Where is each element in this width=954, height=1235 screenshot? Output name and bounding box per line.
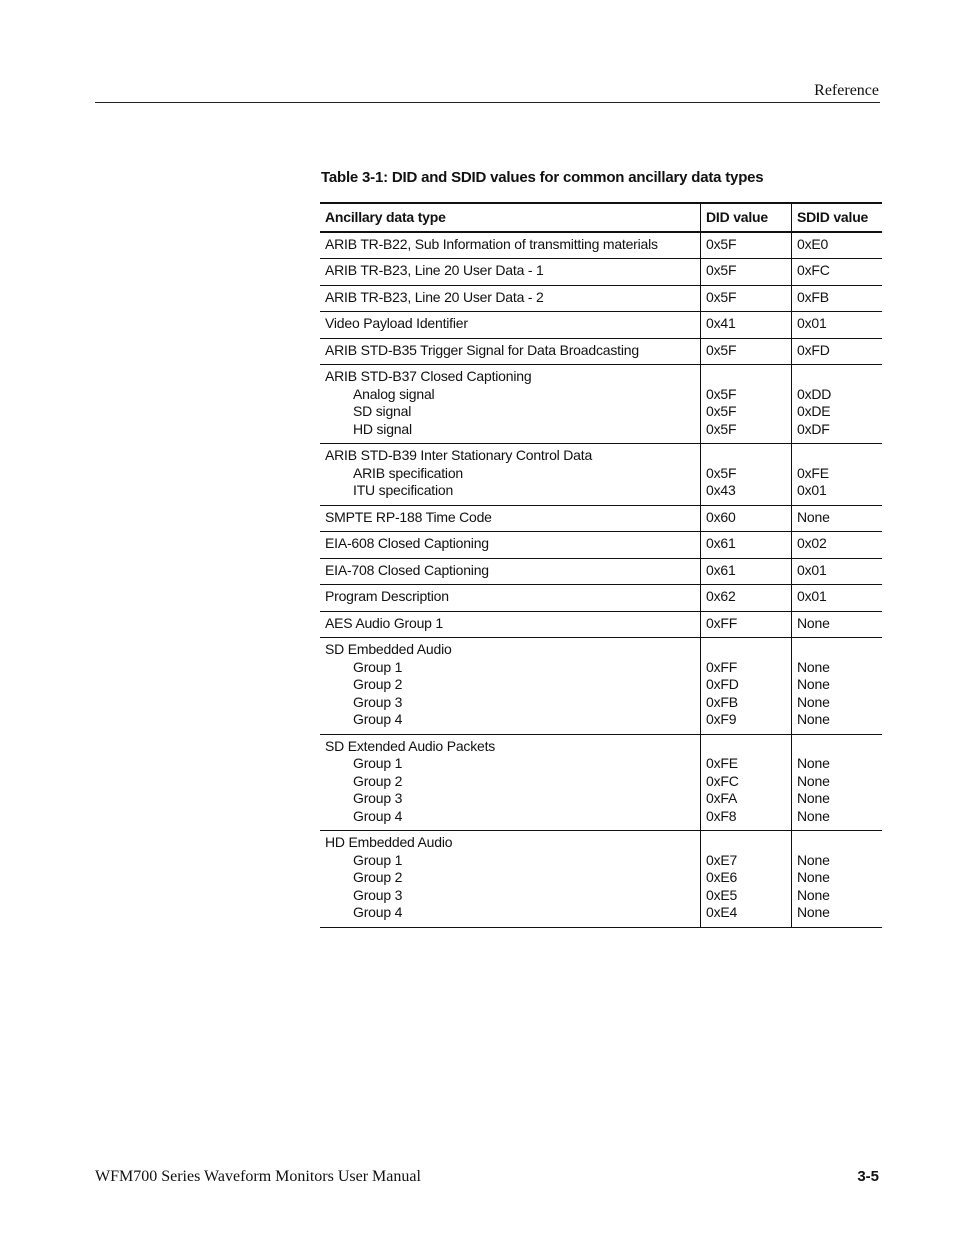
- cell-did-value: [701, 285, 792, 312]
- table-row: [320, 831, 882, 928]
- sdid-value: None: [797, 676, 830, 692]
- data-subtype-label: Group 3: [353, 693, 403, 710]
- did-value: 0xE6: [706, 869, 738, 885]
- did-value: 0x5F: [706, 341, 737, 358]
- cell-sdid-value: [792, 444, 883, 506]
- data-type-label: EIA-608 Closed Captioning: [325, 535, 489, 551]
- cell-did-value: [701, 734, 792, 831]
- did-sdid-table: [320, 202, 882, 928]
- cell-sdid-value: [792, 611, 883, 638]
- cell-data-type: [320, 585, 701, 612]
- cell-data-type: [320, 558, 701, 585]
- data-subtype-label: Analog signal: [353, 385, 435, 402]
- sdid-value: 0x02: [797, 535, 827, 551]
- did-value: 0x5F: [706, 464, 737, 481]
- data-subtype-label: Group 1: [353, 755, 403, 771]
- sdid-value: 0xDD: [797, 385, 832, 402]
- did-value: 0xFF: [706, 614, 738, 631]
- table-row: [320, 312, 882, 339]
- sdid-value: 0xE0: [797, 235, 829, 252]
- did-value: 0x5F: [706, 420, 737, 437]
- sdid-value: 0xDE: [797, 403, 831, 419]
- data-type-label: ARIB STD-B37 Closed Captioning: [325, 368, 532, 384]
- cell-did-value: [701, 338, 792, 365]
- table-row: [320, 558, 882, 585]
- cell-data-type: [320, 338, 701, 365]
- did-value: 0x61: [706, 561, 736, 578]
- data-subtype-label: Group 3: [353, 790, 403, 806]
- data-subtype-label: ARIB specification: [353, 464, 464, 481]
- did-value: 0x41: [706, 315, 736, 331]
- footer-manual-title: WFM700 Series Waveform Monitors User Manual: [95, 1168, 421, 1185]
- did-value: 0xF9: [706, 711, 737, 727]
- table-row: [320, 505, 882, 532]
- did-value: 0xFD: [706, 676, 739, 692]
- cell-did-value: [701, 611, 792, 638]
- data-type-label: ARIB TR-B23, Line 20 User Data - 2: [325, 288, 544, 305]
- cell-sdid-value: [792, 312, 883, 339]
- data-type-label: ARIB STD-B35 Trigger Signal for Data Broadcasting: [325, 341, 639, 358]
- data-type-label: SD Embedded Audio: [325, 641, 452, 657]
- table-row: [320, 232, 882, 259]
- sdid-value: None: [797, 508, 830, 525]
- table-row: [320, 365, 882, 444]
- did-value: 0x60: [706, 508, 736, 525]
- data-subtype-label: Group 3: [353, 886, 403, 903]
- table-row: [320, 638, 882, 735]
- did-value: 0xFC: [706, 772, 739, 789]
- did-value: 0xE7: [706, 851, 738, 868]
- data-type-label: SD Extended Audio Packets: [325, 737, 496, 754]
- table-row: [320, 734, 882, 831]
- sdid-value: None: [797, 772, 830, 789]
- cell-sdid-value: [792, 505, 883, 532]
- cell-did-value: [701, 532, 792, 559]
- table-header-row: [320, 203, 882, 232]
- cell-did-value: [701, 505, 792, 532]
- cell-did-value: [701, 259, 792, 286]
- did-value: 0xF8: [706, 807, 737, 824]
- data-subtype-label: SD signal: [353, 403, 412, 419]
- column-header-sdid: SDID value: [792, 203, 883, 232]
- column-header-did: DID value: [701, 203, 792, 232]
- sdid-value: None: [797, 755, 830, 771]
- cell-sdid-value: [792, 338, 883, 365]
- cell-data-type: [320, 532, 701, 559]
- did-value: 0x5F: [706, 403, 737, 419]
- data-type-label: Video Payload Identifier: [325, 315, 468, 331]
- data-subtype-label: Group 1: [353, 851, 403, 868]
- did-value: 0xFB: [706, 693, 738, 710]
- data-subtype-label: Group 2: [353, 676, 403, 692]
- sdid-value: None: [797, 886, 830, 903]
- cell-did-value: [701, 232, 792, 259]
- did-value: 0x5F: [706, 262, 737, 278]
- cell-data-type: [320, 365, 701, 444]
- table-row: [320, 532, 882, 559]
- table-row: [320, 338, 882, 365]
- cell-did-value: [701, 444, 792, 506]
- did-value: 0xFF: [706, 658, 738, 675]
- cell-data-type: [320, 285, 701, 312]
- did-value: 0xFE: [706, 755, 738, 771]
- running-header: Reference: [814, 82, 879, 99]
- cell-sdid-value: [792, 232, 883, 259]
- sdid-value: None: [797, 807, 830, 824]
- data-subtype-label: Group 1: [353, 658, 403, 675]
- header-rule: [95, 102, 880, 103]
- table-row: [320, 585, 882, 612]
- did-value: 0x5F: [706, 235, 737, 252]
- sdid-value: None: [797, 790, 830, 806]
- sdid-value: 0x01: [797, 561, 827, 578]
- cell-data-type: [320, 259, 701, 286]
- cell-sdid-value: [792, 532, 883, 559]
- data-type-label: ARIB STD-B39 Inter Stationary Control Data: [325, 447, 593, 463]
- table-row: [320, 611, 882, 638]
- cell-data-type: [320, 638, 701, 735]
- cell-data-type: [320, 232, 701, 259]
- cell-sdid-value: [792, 259, 883, 286]
- table-row: [320, 285, 882, 312]
- data-subtype-label: Group 4: [353, 904, 403, 920]
- sdid-value: 0xFD: [797, 341, 830, 358]
- data-type-label: ARIB TR-B23, Line 20 User Data - 1: [325, 262, 544, 278]
- table-body: [320, 232, 882, 928]
- cell-data-type: [320, 312, 701, 339]
- data-type-label: AES Audio Group 1: [325, 614, 444, 631]
- cell-sdid-value: [792, 285, 883, 312]
- cell-did-value: [701, 312, 792, 339]
- data-subtype-label: Group 2: [353, 772, 403, 789]
- sdid-value: 0x01: [797, 315, 827, 331]
- cell-did-value: [701, 831, 792, 928]
- sdid-value: None: [797, 658, 830, 675]
- sdid-value: None: [797, 614, 830, 631]
- sdid-value: 0xFC: [797, 262, 830, 278]
- data-subtype-label: Group 4: [353, 711, 403, 727]
- data-type-label: ARIB TR-B22, Sub Information of transmitting materials: [325, 235, 658, 252]
- column-header-type: Ancillary data type: [325, 209, 446, 225]
- page-number: 3-5: [857, 1168, 879, 1185]
- cell-data-type: [320, 444, 701, 506]
- table-caption: Table 3-1: DID and SDID values for common ancillary data types: [321, 169, 764, 186]
- cell-did-value: [701, 365, 792, 444]
- cell-data-type: [320, 734, 701, 831]
- sdid-value: None: [797, 693, 830, 710]
- data-subtype-label: ITU specification: [353, 482, 454, 498]
- data-type-label: Program Description: [325, 588, 449, 604]
- table-row: [320, 259, 882, 286]
- sdid-value: None: [797, 904, 830, 920]
- did-value: 0x43: [706, 482, 736, 498]
- did-value: 0xE4: [706, 904, 738, 920]
- data-subtype-label: HD signal: [353, 420, 412, 437]
- cell-data-type: [320, 505, 701, 532]
- sdid-value: 0x01: [797, 482, 827, 498]
- sdid-value: None: [797, 869, 830, 885]
- did-value: 0x61: [706, 535, 736, 551]
- cell-data-type: [320, 611, 701, 638]
- sdid-value: None: [797, 711, 830, 727]
- cell-did-value: [701, 638, 792, 735]
- data-subtype-label: Group 2: [353, 869, 403, 885]
- cell-sdid-value: [792, 365, 883, 444]
- cell-data-type: [320, 831, 701, 928]
- cell-did-value: [701, 585, 792, 612]
- sdid-value: 0xFB: [797, 288, 829, 305]
- sdid-value: 0x01: [797, 588, 827, 604]
- cell-did-value: [701, 558, 792, 585]
- did-value: 0x5F: [706, 288, 737, 305]
- did-value: 0xE5: [706, 886, 738, 903]
- data-type-label: EIA-708 Closed Captioning: [325, 561, 489, 578]
- data-subtype-label: Group 4: [353, 807, 403, 824]
- sdid-value: 0xFE: [797, 464, 829, 481]
- table-row: [320, 444, 882, 506]
- did-value: 0x62: [706, 588, 736, 604]
- did-value: 0x5F: [706, 385, 737, 402]
- data-type-label: HD Embedded Audio: [325, 834, 453, 850]
- sdid-value: None: [797, 851, 830, 868]
- cell-sdid-value: [792, 585, 883, 612]
- data-type-label: SMPTE RP-188 Time Code: [325, 508, 492, 525]
- cell-sdid-value: [792, 638, 883, 735]
- cell-sdid-value: [792, 558, 883, 585]
- cell-sdid-value: [792, 734, 883, 831]
- did-value: 0xFA: [706, 790, 738, 806]
- sdid-value: 0xDF: [797, 420, 830, 437]
- cell-sdid-value: [792, 831, 883, 928]
